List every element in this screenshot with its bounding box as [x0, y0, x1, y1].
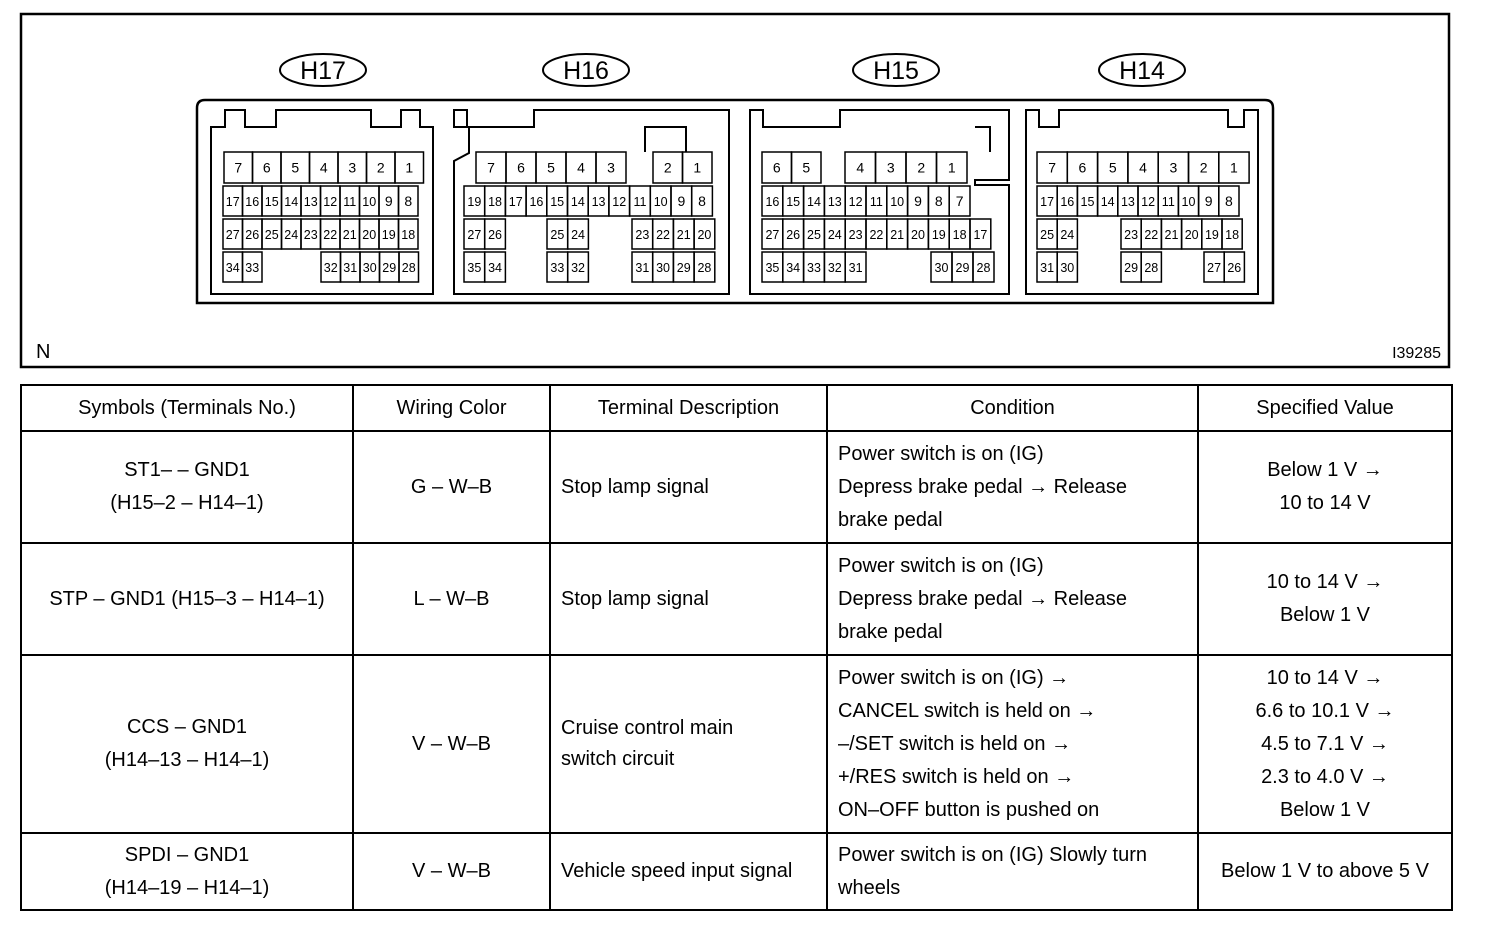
connector-h14-label — [1099, 54, 1185, 86]
pin-number: 15 — [1080, 195, 1095, 209]
cell-wiring-color: V – W–B — [353, 833, 550, 910]
pin-number: 35 — [765, 261, 780, 275]
pin-number: 1 — [693, 159, 702, 176]
pin-number: 7 — [234, 159, 243, 176]
cell-condition: Power switch is on (IG) Depress brake pedal → Release brake pedal — [827, 543, 1198, 655]
pin-number: 12 — [1141, 195, 1156, 209]
cell-specified-value: Below 1 V to above 5 V — [1198, 833, 1452, 910]
pin-number: 17 — [225, 195, 240, 209]
pin-number: 10 — [1181, 195, 1196, 209]
pin-number: 6 — [772, 159, 781, 176]
pin-number: 15 — [550, 195, 565, 209]
cell-condition: Power switch is on (IG) → CANCEL switch is held on → –/SET switch is held on → +/RES switch is held on → ON–OFF button is pushed on — [827, 655, 1198, 833]
pin-number: 4 — [856, 159, 865, 176]
pin-number: 23 — [848, 228, 863, 242]
pin-number: 16 — [245, 195, 260, 209]
pin-number: 30 — [656, 261, 671, 275]
pin-number: 29 — [1124, 261, 1139, 275]
pin-number: 2 — [1199, 159, 1208, 176]
header-wiring-color: Wiring Color — [353, 385, 550, 431]
pin-number: 12 — [848, 195, 863, 209]
header-specified-value: Specified Value — [1198, 385, 1452, 431]
pin-number: 19 — [1204, 228, 1219, 242]
pin-number: 20 — [1184, 228, 1199, 242]
pin-number: 13 — [591, 195, 606, 209]
pin-number: 28 — [1144, 261, 1159, 275]
pin-number: 12 — [323, 195, 338, 209]
pin-number: 30 — [1060, 261, 1075, 275]
pin-number: 27 — [765, 228, 780, 242]
connector-h17-label — [280, 54, 366, 86]
pin-number: 19 — [467, 195, 482, 209]
header-condition: Condition — [827, 385, 1198, 431]
connector-diagram — [0, 0, 1504, 380]
pin-number: 21 — [676, 228, 691, 242]
header-symbols: Symbols (Terminals No.) — [21, 385, 353, 431]
pin-number: 16 — [1060, 195, 1075, 209]
connector-pin-grids — [223, 152, 1249, 282]
pin-number: 22 — [656, 228, 671, 242]
pin-number: 16 — [529, 195, 544, 209]
pin-number: 26 — [1227, 261, 1242, 275]
pin-number: 26 — [786, 228, 801, 242]
cell-wiring-color: V – W–B — [353, 655, 550, 833]
pin-number: 27 — [1207, 261, 1222, 275]
connector-h16-label — [543, 54, 629, 86]
pin-number: 7 — [1048, 159, 1057, 176]
pin-number: 18 — [952, 228, 967, 242]
pin-number: 28 — [697, 261, 712, 275]
figure-frame — [21, 14, 1449, 367]
svg-text:H17: H17 — [300, 57, 346, 85]
cell-wiring-color: L – W–B — [353, 543, 550, 655]
pin-number: 25 — [1040, 228, 1055, 242]
pin-number: 5 — [547, 159, 555, 176]
cell-description: Stop lamp signal — [550, 431, 827, 543]
pin-number: 29 — [955, 261, 970, 275]
pin-number: 24 — [571, 228, 586, 242]
pin-number: 21 — [342, 228, 357, 242]
pin-number: 9 — [914, 193, 922, 209]
pin-number: 25 — [550, 228, 565, 242]
pin-number: 30 — [362, 261, 377, 275]
pin-number: 22 — [869, 228, 884, 242]
pin-number: 19 — [381, 228, 396, 242]
pin-number: 6 — [517, 159, 525, 176]
figure-id: I39285 — [1392, 345, 1441, 362]
pin-number: 27 — [467, 228, 482, 242]
pin-number: 24 — [284, 228, 299, 242]
pin-number: 28 — [976, 261, 991, 275]
pin-number: 10 — [653, 195, 668, 209]
pin-number: 20 — [911, 228, 925, 242]
pin-number: 20 — [362, 228, 377, 242]
svg-text:H16: H16 — [563, 57, 609, 85]
pin-number: 27 — [225, 228, 240, 242]
cell-symbol: CCS – GND1 (H14–13 – H14–1) — [21, 655, 353, 833]
pin-number: 23 — [1124, 228, 1139, 242]
pin-number: 1 — [947, 159, 956, 176]
pin-number: 11 — [869, 195, 883, 209]
cell-description: Stop lamp signal — [550, 543, 827, 655]
pin-number: 5 — [802, 159, 811, 176]
pin-number: 25 — [807, 228, 821, 242]
cell-condition: Power switch is on (IG) Slowly turn wheels — [827, 833, 1198, 910]
pin-number: 11 — [633, 195, 647, 209]
pin-number: 29 — [382, 261, 397, 275]
pin-number: 35 — [467, 261, 482, 275]
pin-number: 18 — [1225, 228, 1240, 242]
pin-number: 24 — [827, 228, 842, 242]
terminal-spec-table — [20, 384, 1453, 911]
pin-number: 33 — [807, 261, 821, 275]
pin-number: 25 — [264, 228, 279, 242]
pin-number: 16 — [765, 195, 780, 209]
cell-description: Vehicle speed input signal — [550, 833, 827, 910]
pin-number: 6 — [262, 159, 271, 176]
pin-number: 9 — [1204, 193, 1213, 209]
pin-number: 17 — [508, 195, 523, 209]
cell-specified-value: 10 to 14 V → Below 1 V — [1198, 543, 1452, 655]
pin-number: 7 — [955, 193, 964, 209]
pin-number: 11 — [1161, 195, 1175, 209]
table-row — [21, 833, 1452, 910]
pin-number: 31 — [1040, 261, 1055, 275]
pin-number: 22 — [1144, 228, 1159, 242]
pin-number: 26 — [245, 228, 260, 242]
pin-number: 3 — [607, 159, 615, 176]
cell-symbol: ST1– – GND1 (H15–2 – H14–1) — [21, 431, 353, 543]
connector-h15-label — [853, 54, 939, 86]
pin-number: 30 — [934, 261, 949, 275]
cell-specified-value: Below 1 V → 10 to 14 V — [1198, 431, 1452, 543]
pin-number: 9 — [384, 193, 393, 209]
pin-number: 2 — [663, 159, 672, 176]
pin-number: 32 — [827, 261, 842, 275]
pin-number: 13 — [303, 195, 318, 209]
pin-number: 17 — [973, 228, 988, 242]
pin-number: 3 — [348, 159, 357, 176]
pin-number: 10 — [362, 195, 377, 209]
pin-number: 31 — [848, 261, 863, 275]
pin-number: 31 — [635, 261, 650, 275]
pin-number: 18 — [488, 195, 503, 209]
pin-number: 3 — [886, 159, 895, 176]
pin-number: 28 — [401, 261, 416, 275]
pin-number: 8 — [404, 193, 413, 209]
pin-number: 2 — [917, 159, 926, 176]
pin-number: 23 — [303, 228, 318, 242]
pin-number: 19 — [931, 228, 946, 242]
table-header-row — [21, 385, 1452, 431]
header-terminal-description: Terminal Description — [550, 385, 827, 431]
pin-number: 13 — [1120, 195, 1135, 209]
pin-number: 24 — [1060, 228, 1075, 242]
pin-number: 18 — [401, 228, 416, 242]
cell-specified-value: 10 to 14 V → 6.6 to 10.1 V → 4.5 to 7.1 V → 2.3 to 4.0 V → Below 1 V — [1198, 655, 1452, 833]
pin-number: 34 — [225, 261, 240, 275]
pin-number: 15 — [786, 195, 801, 209]
pin-number: 21 — [1164, 228, 1179, 242]
pin-number: 12 — [612, 195, 627, 209]
pin-number: 29 — [676, 261, 691, 275]
pin-number: 4 — [319, 159, 328, 176]
pin-number: 34 — [786, 261, 801, 275]
pin-number: 14 — [570, 195, 585, 209]
table-row — [21, 543, 1452, 655]
pin-number: 33 — [245, 261, 260, 275]
pin-number: 14 — [1100, 195, 1115, 209]
svg-text:H15: H15 — [873, 57, 919, 85]
pin-number: 5 — [291, 159, 300, 176]
pin-number: 1 — [1230, 159, 1238, 176]
pin-number: 14 — [807, 195, 821, 209]
cell-symbol: SPDI – GND1 (H14–19 – H14–1) — [21, 833, 353, 910]
pin-number: 14 — [284, 195, 299, 209]
pin-number: 17 — [1040, 195, 1055, 209]
pin-number: 4 — [1139, 159, 1147, 176]
cell-wiring-color: G – W–B — [353, 431, 550, 543]
pin-number: 8 — [1225, 193, 1233, 209]
cell-symbol: STP – GND1 (H15–3 – H14–1) — [21, 543, 353, 655]
figure-corner-label: N — [36, 341, 51, 363]
pin-number: 13 — [827, 195, 842, 209]
pin-number: 4 — [577, 159, 585, 176]
pin-number: 22 — [323, 228, 338, 242]
pin-number: 1 — [405, 159, 414, 176]
pin-number: 10 — [890, 195, 905, 209]
pin-number: 34 — [488, 261, 503, 275]
table-row — [21, 655, 1452, 833]
pin-number: 2 — [376, 159, 385, 176]
pin-number: 26 — [488, 228, 503, 242]
pin-number: 20 — [697, 228, 712, 242]
pin-number: 7 — [487, 159, 495, 176]
pin-number: 9 — [677, 193, 686, 209]
pin-number: 33 — [550, 261, 565, 275]
pin-number: 8 — [698, 193, 706, 209]
pin-number: 15 — [264, 195, 279, 209]
pin-number: 32 — [323, 261, 338, 275]
pin-number: 6 — [1078, 159, 1087, 176]
svg-text:H14: H14 — [1119, 57, 1165, 85]
pin-number: 32 — [571, 261, 586, 275]
cell-condition: Power switch is on (IG) Depress brake pedal → Release brake pedal — [827, 431, 1198, 543]
pin-number: 11 — [343, 195, 357, 209]
pin-number: 21 — [890, 228, 905, 242]
pin-number: 3 — [1169, 159, 1178, 176]
pin-number: 23 — [635, 228, 650, 242]
table-row — [21, 431, 1452, 543]
pin-number: 8 — [934, 193, 943, 209]
pin-number: 5 — [1108, 159, 1117, 176]
pin-number: 31 — [343, 261, 358, 275]
cell-description: Cruise control main switch circuit — [550, 655, 827, 833]
